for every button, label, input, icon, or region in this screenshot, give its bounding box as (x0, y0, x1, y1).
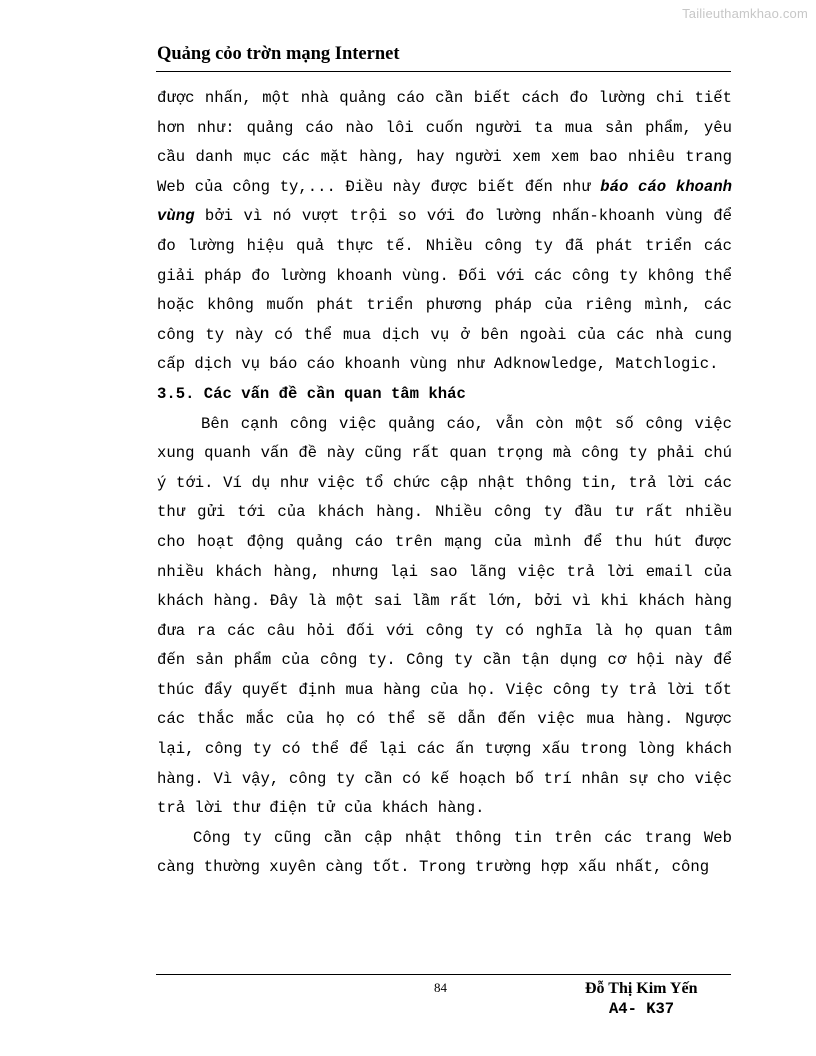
author-name: Đỗ Thị Kim Yến (585, 980, 698, 997)
class-code: A4- K37 (609, 1000, 675, 1018)
paragraph-3: Công ty cũng cần cập nhật thông tin trên các trang Web càng thường xuyên càng tốt. Trong trường hợp xấu nhất, công (157, 828, 732, 877)
paragraph-2: Bên cạnh công việc quảng cáo, vẫn còn một số công việc xung quanh vấn đề này cũng rất quan trọng mà công ty phải chú ý tới. Ví dụ như việc tổ chức cập nhật thông tin, trả lời các thư gửi tới của khách hàng. Nhiều công ty đầu tư rất nhiều cho hoạt động quảng cáo trên mạng của mình để thu hút được nhiều khách hàng, nhưng lại sao lãng việc trả lời email của khách hàng. Đây là một sai lầm rất lớn, bởi vì khi khách hàng đưa ra các câu hỏi đối với công ty có nghĩa là họ quan tâm đến sản phẩm của công ty. Công ty cần tận dụng cơ hội này để thúc đẩy quyết định mua hàng của họ. Việc công ty trả lời tốt các thắc mắc của họ có thể sẽ dẫn đến việc mua hàng. Ngược lại, công ty có thể để lại các ấn tượng xấu trong lòng khách hàng. Vì vậy, công ty cần có kế hoạch bố trí nhân sự cho việc trả lời thư điện tử của khách hàng. (157, 414, 732, 818)
page-number: 84 (434, 980, 447, 995)
paragraph-1-emphasis: báo cáo khoanh vùng (157, 177, 732, 226)
section-heading: 3.5. Các vấn đề cần quan tâm khác (157, 384, 466, 403)
document-body (157, 84, 732, 883)
watermark-text: Tailieuthamkhao.com (682, 6, 808, 21)
footer-divider (156, 974, 731, 975)
paragraph-1-text-b: bởi vì nó vượt trội so với đo lường nhấn-khoanh vùng để đo lường hiệu quả thực tế. Nhiều công ty đã phát triển các giải pháp đo lường khoanh vùng. Đối với các công ty không thể hoặc không muốn phát triển phương pháp của riêng mình, các công ty này có thể mua dịch vụ ở bên ngoài của các nhà cung cấp dịch vụ báo cáo khoanh vùng như Adknowledge, Matchlogic. (157, 207, 732, 374)
paragraph-1 (157, 84, 732, 380)
paragraph-1-text-a: được nhấn, một nhà quảng cáo cần biết cách đo lường chi tiết hơn như: quảng cáo nào lôi cuốn người ta mua sản phẩm, yêu cầu danh mục các mặt hàng, hay người xem xem bao nhiêu trang Web của công ty,... Điều này được biết đến như (157, 89, 732, 196)
page-header-title: Quảng cỏo trờn mạng Internet (157, 44, 400, 64)
header-divider (156, 71, 731, 72)
